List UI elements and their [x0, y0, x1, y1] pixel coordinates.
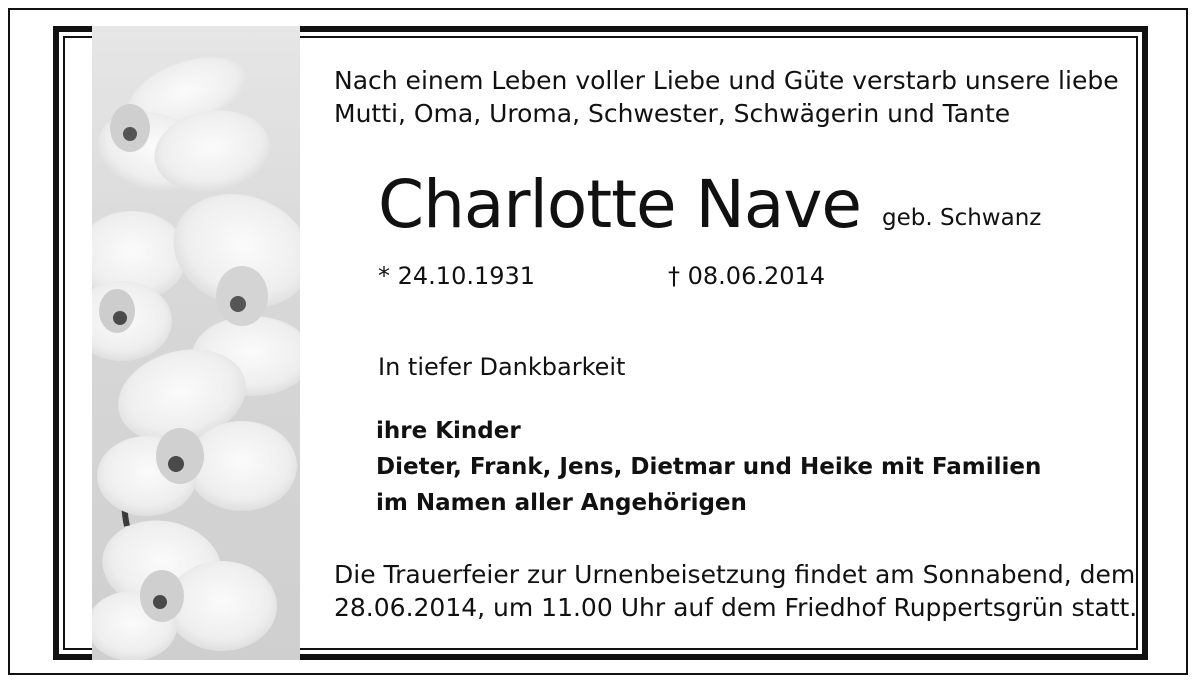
intro-line-1: Nach einem Leben voller Liebe und Güte verstarb unsere liebe [334, 66, 1119, 95]
ceremony-line-1: Die Trauerfeier zur Urnenbeisetzung findet am Sonnabend, dem [334, 560, 1136, 589]
death-date: † 08.06.2014 [668, 262, 826, 290]
maiden-name: geb. Schwanz [882, 205, 1042, 231]
gratitude-line: In tiefer Dankbarkeit [378, 353, 626, 381]
ceremony-info [334, 558, 1137, 624]
ceremony-line-2: 28.06.2014, um 11.00 Uhr auf dem Friedhof Ruppertsgrün statt. [334, 593, 1138, 622]
deceased-name: Charlotte Nave [378, 166, 862, 243]
orchid-flower-1 [92, 43, 276, 202]
intro-line-2: Mutti, Oma, Uroma, Schwester, Schwägerin und Tante [334, 99, 1011, 128]
orchid-illustration [92, 26, 300, 660]
intro-text [334, 64, 1119, 130]
birth-date: * 24.10.1931 [378, 262, 536, 290]
signers-line-3: im Namen aller Angehörigen [376, 490, 747, 516]
signers-line-2: Dieter, Frank, Jens, Dietmar und Heike mit Familien [376, 454, 1042, 480]
signers-block [376, 413, 1041, 521]
orchid-flower-5 [92, 511, 277, 660]
signers-line-1: ihre Kinder [376, 418, 521, 444]
orchid-image [92, 26, 300, 660]
